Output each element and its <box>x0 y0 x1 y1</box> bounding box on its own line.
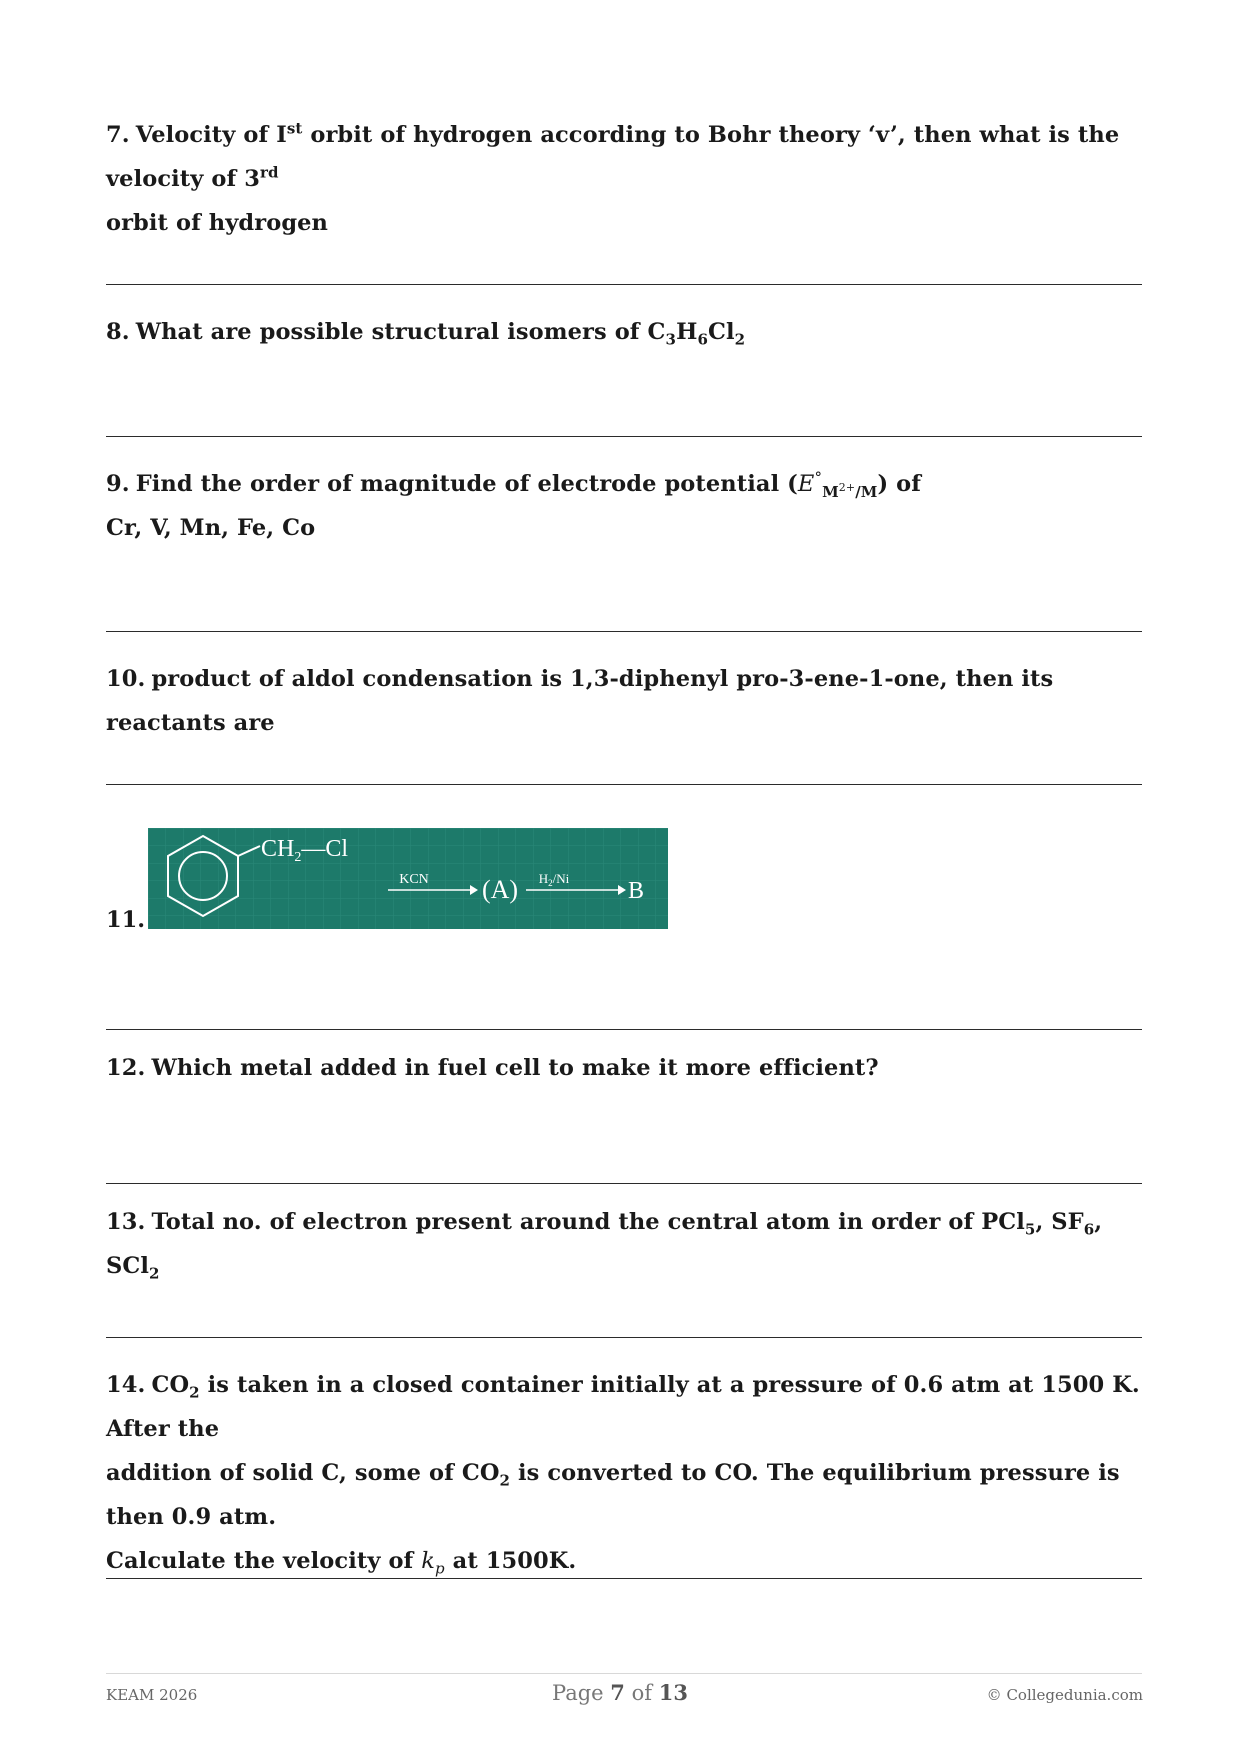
reagent-h2-ni: $H_2/Ni$ <box>538 871 570 888</box>
question-number: 9. <box>106 471 130 497</box>
footer-exam-name: KEAM 2026 <box>106 1686 198 1704</box>
answer-line <box>106 784 1142 785</box>
question-9: 9. Find the order of magnitude of electrode potential $(E^\circ_{M^{2+}/M})$ of Cr, V, Mn, Fe, Co <box>106 468 922 541</box>
answer-line <box>106 1337 1142 1338</box>
product-b: B <box>628 878 645 904</box>
reaction-scheme-image <box>148 828 668 929</box>
current-page: 7 <box>610 1680 625 1705</box>
reagent-kcn: KCN <box>399 872 429 887</box>
question-7: 7. Velocity of Ist orbit of hydrogen according to Bohr theory ‘v’, then what is the velocity of 3rd orbit of hydrogen <box>106 119 1120 236</box>
answer-line <box>106 1183 1142 1184</box>
reaction-group-label: $CH_2—Cl$ <box>261 836 349 865</box>
footer-source: © Collegedunia.com <box>986 1686 1143 1704</box>
kp-symbol: $k_p$ <box>421 1548 445 1578</box>
question-number: 12. <box>106 1055 146 1081</box>
question-10: 10. product of aldol condensation is 1,3-diphenyl pro-3-ene-1-one, then its reactants are <box>106 666 1054 736</box>
question-number: 8. <box>106 319 130 345</box>
answer-line <box>106 1029 1142 1030</box>
question-13: 13. Total no. of electron present around the central atom in order of PCl$_5$, $SF_6$, SCl$_2$ <box>106 1209 1103 1283</box>
intermediate-a: (A) <box>482 875 519 904</box>
question-12: 12. Which metal added in fuel cell to make it more efficient? <box>106 1055 879 1081</box>
footer-divider <box>106 1673 1142 1674</box>
question-number: 7. <box>106 122 130 148</box>
question-number: 10. <box>106 666 146 692</box>
answer-line <box>106 631 1142 632</box>
question-8: 8. What are possible structural isomers of $C_3H_6Cl_2$ <box>106 319 746 349</box>
question-11-number: 11. <box>106 907 146 933</box>
page-indicator: Page 7 of 13 <box>552 1680 688 1705</box>
answer-line <box>106 436 1142 437</box>
electrode-potential-symbol: $E^\circ_{M^{2+}/M}$ <box>797 468 878 501</box>
question-number: 13. <box>106 1209 146 1235</box>
question-number: 14. <box>106 1372 146 1398</box>
answer-line <box>106 284 1142 285</box>
answer-line <box>106 1578 1142 1579</box>
total-pages: 13 <box>658 1680 688 1705</box>
question-14: 14. $CO_2$ is taken in a closed container initially at a pressure of 0.6 atm at 1500 K. After the addition of solid C, some of $CO_2$ is converted to CO. The equilibrium pressure is then 0.9 atm. Calculate the velocity of $k_p$ at 1500K. <box>106 1372 1140 1578</box>
